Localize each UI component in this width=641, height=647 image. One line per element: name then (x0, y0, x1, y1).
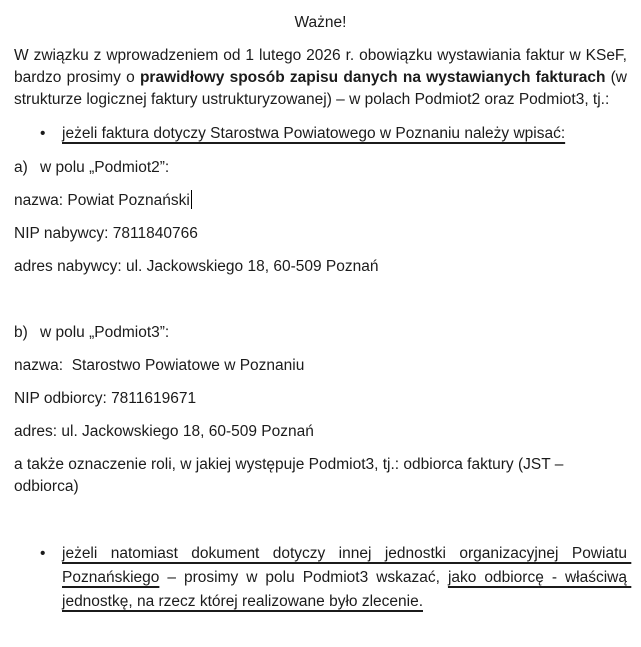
bullet2-paragraph (62, 542, 632, 614)
section-b-heading-text: w polu „Podmiot3”: (40, 324, 170, 341)
intro-text-before-bold: W związku z wprowadzeniem od 1 lutego 2026 r. obowiązku wystawiania faktur w KSeF, bardzo prosimy o (14, 47, 632, 86)
section-a-name-text: nazwa: Powiat Poznański (14, 192, 190, 209)
bullet1-underlined-text: jeżeli faktura dotyczy Starostwa Powiatowego w Poznaniu należy wpisać: (62, 125, 566, 142)
bullet1-paragraph (62, 122, 627, 146)
intro-bold-text: prawidłowy sposób zapisu danych na wystawianych fakturach (139, 69, 606, 86)
text-cursor (191, 190, 193, 209)
section-a-heading-text: w polu „Podmiot2”: (40, 159, 170, 176)
section-a-label: a) (14, 159, 28, 176)
bullet2-underlined-text-2: jako odbiorcę - właściwą jednostkę, na rzecz której realizowane było zlecenie. (62, 569, 632, 610)
section-a-address-line: adres nabywcy: ul. Jackowskiego 18, 60-509 Poznań (14, 258, 379, 275)
bullet2-plain-middle: – prosimy w polu Podmiot3 wskazać, (159, 569, 448, 586)
section-b-label: b) (14, 324, 28, 341)
bullet-item-starostwo (14, 122, 627, 146)
section-b-name-line: nazwa: Starostwo Powiatowe w Poznaniu (14, 357, 305, 374)
section-b-nip-line: NIP odbiorcy: 7811619671 (14, 390, 197, 407)
section-b-address-line: adres: ul. Jackowskiego 18, 60-509 Poznań (14, 423, 314, 440)
section-b-heading (14, 322, 627, 344)
section-a-name-line (14, 190, 627, 212)
bullet-marker-icon: • (40, 125, 46, 142)
section-a-nip-line: NIP nabywcy: 7811840766 (14, 225, 198, 242)
intro-text-after-bold: (w strukturze logicznej faktury ustrukturyzowanej) – w polach Podmiot2 oraz Podmiot3, tj.: (14, 69, 632, 108)
bullet-item-inna-jednostka (14, 542, 632, 614)
intro-paragraph (14, 45, 632, 111)
bullet-marker-icon: • (40, 545, 46, 562)
bullet2-underlined-text-1: jeżeli natomiast dokument dotyczy innej jednostki organizacyjnej Powiatu Poznańskiego (62, 545, 632, 586)
section-a-heading (14, 157, 627, 179)
empty-paragraph (14, 289, 627, 311)
document-title: Ważne! (294, 14, 347, 31)
empty-paragraph (14, 509, 627, 531)
section-b-role-line: a także oznaczenie roli, w jakiej występuje Podmiot3, tj.: odbiorca faktury (JST – odbiorca) (14, 456, 568, 495)
